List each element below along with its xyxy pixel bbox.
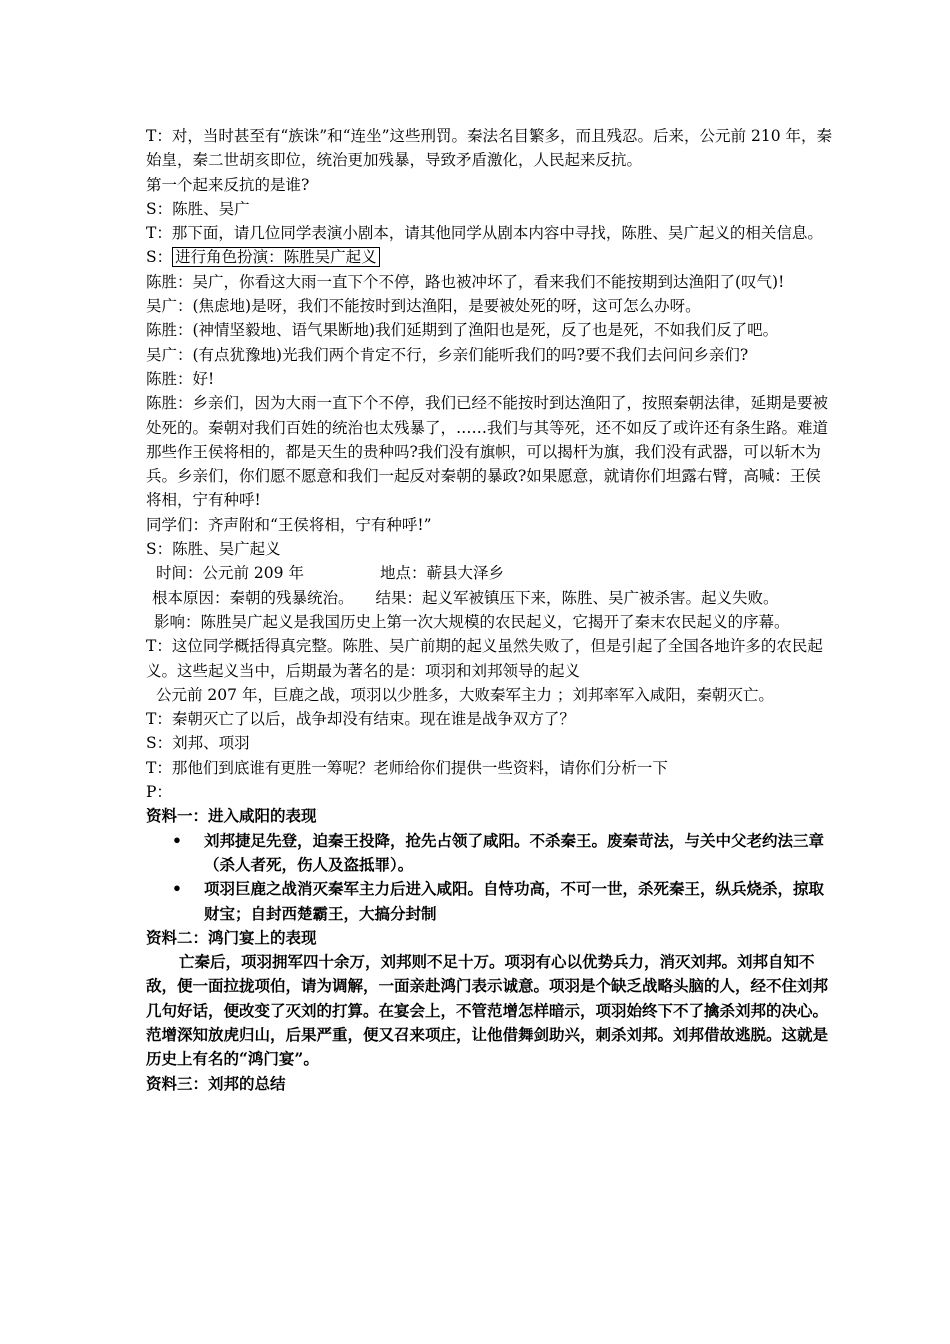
bullet-text: 项羽巨鹿之战消灭秦军主力后进入咸阳。自恃功高，不可一世，杀死秦王，纵兵烧杀，掠取财宝；自封西楚霸王，大搞分封制 xyxy=(204,879,825,923)
summary-cause: 根本原因：秦朝的残暴统治。 xyxy=(152,588,354,607)
bullet-text: 刘邦捷足先登，迫秦王投降，抢先占领了咸阳。不杀秦王。废秦苛法，与关中父老约法三章（杀人者死，伤人及盗抵罪）。 xyxy=(204,830,825,874)
summary-heading: S：陈胜、吴广起义 xyxy=(146,540,281,559)
material-one-title: 资料一：进入咸阳的表现 xyxy=(146,806,317,826)
role-play-prefix: S： xyxy=(146,248,173,267)
p-label-line: P： xyxy=(146,783,172,802)
dialogue-line: 陈胜：吴广，你看这大雨一直下个不停，路也被冲坏了，看来我们不能按期到达渔阳了(叹气)! xyxy=(146,272,785,291)
summary-cause-result xyxy=(146,586,836,610)
dialogue-line: 吴广：(有点犹豫地)光我们两个肯定不行，乡亲们能听我们的吗?要不我们去问问乡亲们? xyxy=(146,345,749,364)
material-one-bullet-liubang xyxy=(146,829,836,878)
bullet-icon: • xyxy=(172,830,182,850)
dialogue-speech: 陈胜：乡亲们，因为大雨一直下个不停，我们已经不能按时到达渔阳了，按照秦朝法律，延期是要被处死的。秦朝对我们百姓的统治也太残暴了，……我们与其等死，还不如反了或许还有条生路。难道那些作王侯将相的，都是天生的贵种吗?我们没有旗帜，可以揭杆为旗，我们没有武器，可以斩木为兵。乡亲们，你们愿不愿意和我们一起反对秦朝的暴政?如果愿意，就请你们坦露右臂，高喊：王侯将相，宁有种呼! xyxy=(146,394,829,510)
document-body xyxy=(146,124,836,1096)
teacher-instruction-line: T：那下面，请几位同学表演小剧本，请其他同学从剧本内容中寻找，陈胜、吴广起义的相关信息。 xyxy=(146,224,823,243)
teacher-line-qin-law: T：对，当时甚至有“族诛”和“连坐”这些刑罚。秦法名目繁多，而且残忍。后来，公元前 210 年，秦始皇，秦二世胡亥即位，统治更加残暴，导致矛盾激化，人民起来反抗。 xyxy=(146,127,832,170)
bullet-icon: • xyxy=(172,879,182,899)
summary-result: 结果：起义军被镇压下来，陈胜、吴广被杀害。起义失败。 xyxy=(375,588,779,607)
teacher-instruction-line: T：那他们到底谁有更胜一筹呢？老师给你们提供一些资料，请你们分析一下 xyxy=(146,758,668,777)
student-answer-line: S：刘邦、项羽 xyxy=(146,734,250,753)
dialogue-line: 陈胜：好! xyxy=(146,369,215,388)
material-two-title: 资料二：鸿门宴上的表现 xyxy=(146,927,317,947)
summary-time: 时间：公元前 209 年 xyxy=(156,564,304,583)
summary-time-place xyxy=(146,561,836,585)
question-line: 第一个起来反抗的是谁? xyxy=(146,175,310,194)
material-three-title: 资料三：刘邦的总结 xyxy=(146,1073,286,1093)
role-play-boxed-title: 进行角色扮演：陈胜吴广起义 xyxy=(172,247,380,267)
dialogue-line: 同学们：齐声附和“王侯将相，宁有种呼!” xyxy=(146,515,432,534)
material-two-paragraph: 亡秦后，项羽拥军四十余万，刘邦则不足十万。项羽有心以优势兵力，消灭刘邦。刘邦自知不敌，便一面拉拢项伯，请为调解，一面亲赴鸿门表示诚意。项羽是个缺乏战略头脑的人，经不住刘邦几句好话，便改变了灭刘的打算。在宴会上，不管范增怎样暗示，项羽始终下不了擒杀刘邦的决心。范增深知放虎归山，后果严重，便又召来项庄，让他借舞剑助兴，刺杀刘邦。刘邦借故逃脱。这就是历史上有名的“鸿门宴”。 xyxy=(146,952,829,1069)
material-one-bullet-xiangyu xyxy=(146,877,836,926)
student-answer-line: S：陈胜、吴广 xyxy=(146,199,250,218)
summary-place: 地点：蕲县大泽乡 xyxy=(379,564,504,583)
dialogue-line: 陈胜：(神情坚毅地、语气果断地)我们延期到了渔阳也是死，反了也是死，不如我们反了吧。 xyxy=(146,321,779,340)
teacher-comment-line: T：这位同学概括得真完整。陈胜、吴广前期的起义虽然失败了，但是引起了全国各地许多的农民起义。这些起义当中，后期最为著名的是：项羽和刘邦领导的起义 xyxy=(146,637,823,680)
summary-impact: 影响：陈胜吴广起义是我国历史上第一次大规模的农民起义，它揭开了秦末农民起义的序幕。 xyxy=(154,612,790,631)
teacher-question-line: T：秦朝灭亡了以后，战争却没有结束。现在谁是战争双方了？ xyxy=(146,710,575,729)
history-fact-line: 公元前 207 年，巨鹿之战，项羽以少胜多，大败秦军主力 ；刘邦率军入咸阳，秦朝灭亡。 xyxy=(156,685,774,704)
role-play-line xyxy=(146,245,836,269)
dialogue-line: 吴广：(焦虑地)是呀，我们不能按时到达渔阳，是要被处死的呀，这可怎么办呀。 xyxy=(146,297,701,316)
